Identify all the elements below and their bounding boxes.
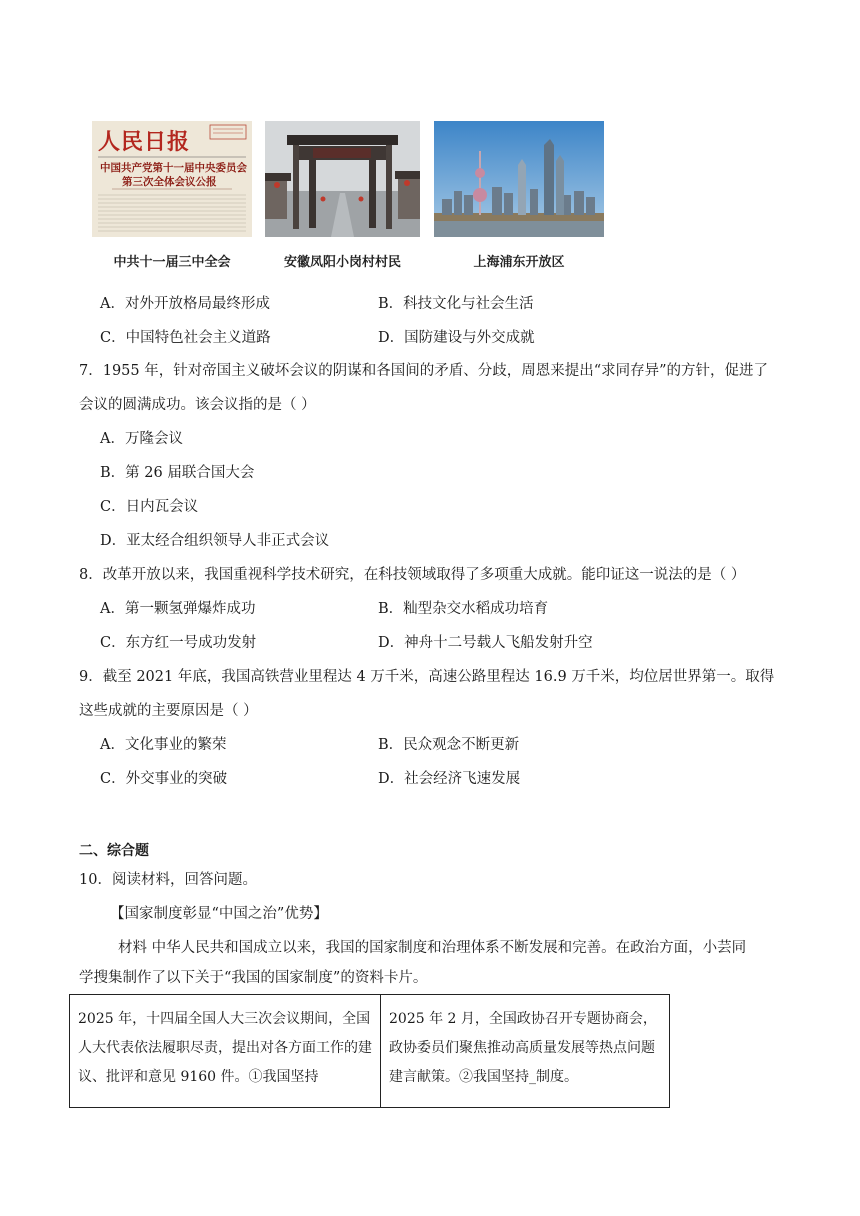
q8-stem: 8．改革开放以来，我国重视科学技术研究，在科技领域取得了多项重大成就。能印证这一说法的是（ ） — [79, 567, 746, 583]
q7-stem-line-1: 7．1955 年，针对帝国主义破坏会议的阴谋和各国间的矛盾、分歧，周恩来提出“求同存异”的方针，促进了 — [79, 363, 769, 379]
caption-image-3: 上海浦东开放区 — [473, 255, 565, 270]
q7-option-d: D．亚太经合组织领导人非正式会议 — [100, 533, 330, 549]
material-line-1: 材料 中华人民共和国成立以来，我国的国家制度和治理体系不断发展和完善。在政治方面，小芸同 — [118, 940, 747, 956]
newspaper-headline-2: 第三次全体会议公报 — [122, 176, 217, 188]
skyline-photo — [434, 121, 604, 237]
q7-option-c: C．日内瓦会议 — [100, 499, 199, 515]
info-card-table — [69, 994, 670, 1108]
q8-option-c: C．东方红一号成功发射 — [100, 635, 257, 651]
caption-image-2: 安徽凤阳小岗村村民 — [283, 255, 401, 270]
village-gate-photo — [265, 121, 420, 237]
q7-stem-line-2: 会议的圆满成功。该会议指的是（ ） — [79, 397, 316, 413]
material-line-2: 学搜集制作了以下关于“我国的国家制度”的资料卡片。 — [79, 970, 428, 986]
q9-option-c: C．外交事业的突破 — [100, 771, 228, 787]
q9-option-d: D．社会经济飞速发展 — [378, 771, 521, 787]
q7-option-b: B．第 26 届联合国大会 — [100, 465, 255, 481]
section-title: 二、综合题 — [79, 843, 149, 859]
q9-stem-line-2: 这些成就的主要原因是（ ） — [79, 703, 258, 719]
newspaper-masthead: 人民日报 — [98, 129, 191, 155]
q6-option-c: C．中国特色社会主义道路 — [100, 330, 271, 346]
q9-option-b: B．民众观念不断更新 — [378, 737, 520, 753]
newspaper-photo — [92, 121, 252, 237]
newspaper-headline-1: 中国共产党第十一届中央委员会 — [100, 162, 247, 174]
q8-option-d: D．神舟十二号载人飞船发射升空 — [378, 635, 593, 651]
q8-option-a: A．第一颗氢弹爆炸成功 — [100, 601, 256, 617]
info-card-left: 2025 年，十四届全国人大三次会议期间，全国人大代表依法履职尽责，提出对各方面工作的建议、批评和意见 9160 件。①我国坚持 — [70, 995, 381, 1108]
q9-option-a: A．文化事业的繁荣 — [100, 737, 227, 753]
skyline-icon — [434, 121, 604, 237]
q8-option-b: B．籼型杂交水稻成功培育 — [378, 601, 549, 617]
info-card-right: 2025 年 2 月，全国政协召开专题协商会，政协委员们聚焦推动高质量发展等热点问题建言献策。②我国坚持_制度。 — [381, 995, 670, 1108]
q10-stem: 10．阅读材料，回答问题。 — [79, 872, 257, 888]
gate-icon — [265, 121, 420, 237]
q9-stem-line-1: 9．截至 2021 年底，我国高铁营业里程达 4 万千米，高速公路里程达 16.9 万千米，均位居世界第一。取得 — [79, 669, 775, 685]
q6-option-b: B．科技文化与社会生活 — [378, 296, 534, 312]
caption-image-1: 中共十一届三中全会 — [113, 255, 231, 270]
q7-option-a: A．万隆会议 — [100, 431, 183, 447]
q6-option-a: A．对外开放格局最终形成 — [100, 296, 270, 312]
material-subtitle: 【国家制度彰显“中国之治”优势】 — [110, 906, 328, 922]
q6-option-d: D．国防建设与外交成就 — [378, 330, 535, 346]
